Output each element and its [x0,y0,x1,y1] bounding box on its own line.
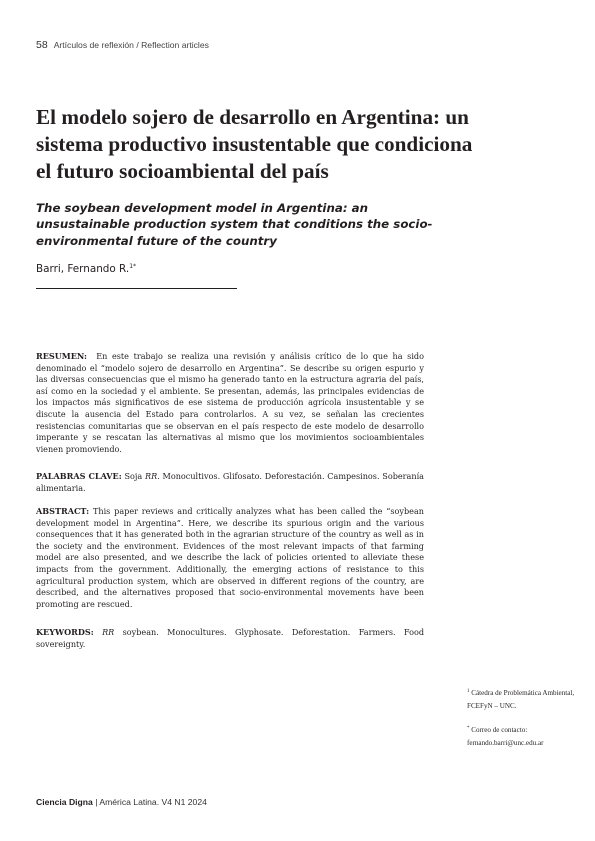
footer-separator: | [95,797,98,807]
footnote-2-mark: * [467,726,470,731]
section-label: Artículos de reflexión / Reflection articles [53,40,209,50]
article-title: El modelo sojero de desarrollo en Argentina: un sistema productivo insustentable que condiciona el futuro socioambiental del país [36,105,473,183]
palabras-clave-post: . Monocultivos. Glifosato. Deforestación. Campesinos. Soberanía alimentaria. [36,471,424,493]
keywords-italic: RR [102,627,115,637]
palabras-clave-pre: Soja [124,471,143,481]
resumen-paragraph [36,351,424,455]
footnote-1-mark: 1 [467,689,470,694]
resumen-label: RESUMEN: [36,351,88,361]
palabras-clave-label: PALABRAS CLAVE: [36,471,122,481]
page-number: 58 [36,39,48,51]
journal-issue: América Latina. V4 N1 2024 [99,797,207,807]
author-marks: 1* [129,263,137,270]
resumen-text: En este trabajo se realiza una revisión y análisis crítico de lo que ha sido denominado el “modelo sojero de desarrollo en Argentina”. Se describe su origen espurio y las diversas consecuencias que el mismo ha generado tanto en la estructura agraria del país, así como en la sociedad y el ambiente. Se presentan, además, las principales evidencias de los impactos más significativos de ese sistema de producción agrícola insustentable y se discute la ausencia del Estado para controlarlos. A su vez, se señalan las crecientes resistencias comunitarias que se observan en el país respecto de este modelo de desarrollo imperante y se rescatan las alternativas al mismo que los movimientos socioambientales vienen promoviendo. [36,351,424,454]
author-name: Barri, Fernando R. [36,263,130,275]
keywords-label: KEYWORDS: [36,627,94,637]
article-subtitle: The soybean development model in Argentina: an unsustainable production system that conditions the socio-environmental future of the country [36,201,433,248]
footnote-contact [467,723,577,750]
palabras-clave-italic: RR [145,471,158,481]
footnote-affiliation [467,686,577,713]
footnote-1-text: Cátedra de Problemática Ambiental, FCEFyN – UNC. [467,689,575,710]
journal-name: Ciencia Digna [36,797,93,807]
abstract-text: This paper reviews and critically analyzes what has been called the “soybean development model in Argentina”. Here, we describe its spurious origin and the various consequences that it has generated both in the agrarian structure of the country as well as in the society and the environment. Evidences of the most relevant impacts of that farming model are also presented, and we describe the lack of policies oriented to alleviate these impacts from the government. Additionally, the emerging actions of resistance to this agricultural production system, which are observed in different regions of the country, are described, and the alternatives proposed that socio-environmental movements have been promoting are rescued. [36,506,424,609]
author-divider [36,288,237,289]
footnote-2-text: Correo de contacto: fernando.barri@unc.edu.ar [467,726,544,747]
page-footer [36,797,207,807]
running-head [36,39,209,51]
abstract-label: ABSTRACT: [36,506,90,516]
keywords-post: soybean. Monocultures. Glyphosate. Deforestation. Farmers. Food sovereignty. [36,627,425,649]
abstract-paragraph [36,506,424,610]
author-line [36,263,136,275]
keywords-paragraph [36,627,424,650]
palabras-clave-paragraph [36,471,424,494]
